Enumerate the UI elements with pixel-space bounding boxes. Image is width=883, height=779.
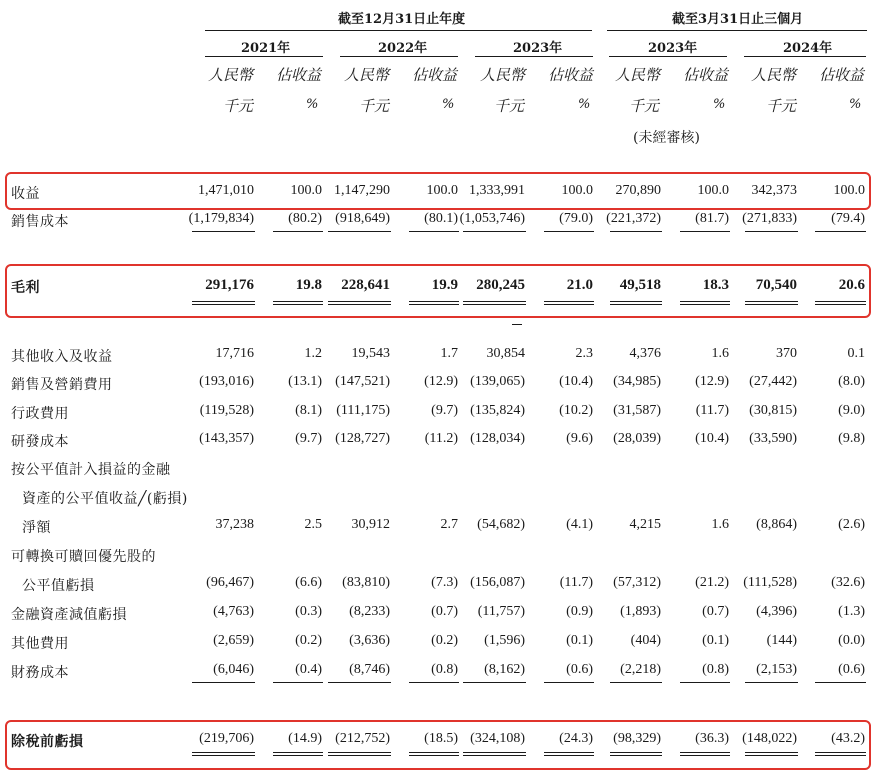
table-cell: 18.3 <box>702 277 729 293</box>
column-rule <box>680 304 730 305</box>
table-cell: (4,396) <box>756 604 797 619</box>
column-rule <box>815 752 866 753</box>
table-cell: (156,087) <box>470 575 525 590</box>
table-cell: 291,176 <box>205 277 254 293</box>
table-cell: 30,854 <box>486 346 525 361</box>
unit-percent: % <box>442 97 455 112</box>
column-rule <box>680 682 730 683</box>
table-cell: 100.0 <box>426 183 458 198</box>
column-rule <box>815 304 866 305</box>
table-cell: (0.3) <box>295 604 322 619</box>
table-cell: (28,039) <box>613 431 661 446</box>
table-cell: (21.2) <box>695 575 729 590</box>
separator-dash <box>512 324 522 325</box>
row-label-other-income: 其他收入及收益 <box>11 349 113 365</box>
table-cell: (119,528) <box>199 403 254 418</box>
table-cell: (11.2) <box>424 431 458 446</box>
table-cell: (31,587) <box>613 403 661 418</box>
column-rule <box>745 755 798 756</box>
table-cell: (8.0) <box>838 374 865 389</box>
table-cell: (135,824) <box>470 403 525 418</box>
column-rule <box>610 755 662 756</box>
unit-pct: 佔收益 <box>412 66 458 84</box>
table-cell: (9.6) <box>566 431 593 446</box>
table-cell: 4,215 <box>629 517 661 532</box>
table-cell: (0.1) <box>702 633 729 648</box>
table-cell: 1,147,290 <box>334 183 390 198</box>
column-rule <box>610 752 662 753</box>
table-cell: (27,442) <box>749 374 797 389</box>
row-label-finance-costs: 財務成本 <box>11 665 69 681</box>
table-cell: 370 <box>776 346 797 361</box>
table-cell: 19,543 <box>351 346 390 361</box>
table-cell: 100.0 <box>561 183 593 198</box>
column-rule <box>544 752 594 753</box>
table-cell: (139,065) <box>470 374 525 389</box>
column-rule <box>745 231 798 232</box>
table-cell: 20.6 <box>838 277 865 293</box>
table-cell: (12.9) <box>424 374 458 389</box>
unit-percent: % <box>849 97 862 112</box>
table-cell: (0.6) <box>566 662 593 677</box>
table-cell: (128,727) <box>335 431 390 446</box>
table-cell: 30,912 <box>351 517 390 532</box>
unit-pct: 佔收益 <box>683 66 729 84</box>
year-underline <box>205 56 323 57</box>
column-rule <box>544 682 594 683</box>
table-cell: 1.7 <box>440 346 458 361</box>
table-cell: (11.7) <box>695 403 729 418</box>
unit-pct: 佔收益 <box>819 66 865 84</box>
table-cell: (8,746) <box>349 662 390 677</box>
table-cell: (4.1) <box>566 517 593 532</box>
column-rule <box>409 682 459 683</box>
table-cell: (8,864) <box>756 517 797 532</box>
column-rule <box>463 301 526 302</box>
column-rule <box>328 755 391 756</box>
year-underline <box>340 56 458 57</box>
column-rule <box>192 304 255 305</box>
column-rule <box>745 752 798 753</box>
table-cell: (8,233) <box>349 604 390 619</box>
year-underline <box>475 56 593 57</box>
table-cell: (30,815) <box>749 403 797 418</box>
year-underline <box>744 56 866 57</box>
column-rule <box>815 682 866 683</box>
column-rule <box>745 682 798 683</box>
table-cell: (0.8) <box>431 662 458 677</box>
column-rule <box>328 752 391 753</box>
unit-rmb: 人民幣 <box>344 66 390 84</box>
table-cell: (0.2) <box>295 633 322 648</box>
row-label-convertible-2: 公平值虧損 <box>22 578 95 594</box>
table-cell: 280,245 <box>476 277 525 293</box>
table-cell: 1,471,010 <box>198 183 254 198</box>
unit-pct: 佔收益 <box>276 66 322 84</box>
unit-rmb: 人民幣 <box>208 66 254 84</box>
row-label-rd-costs: 研發成本 <box>11 434 69 450</box>
table-cell: (12.9) <box>695 374 729 389</box>
column-rule <box>328 304 391 305</box>
column-rule <box>273 231 323 232</box>
unit-rmb: 人民幣 <box>751 66 797 84</box>
table-cell: 19.8 <box>295 277 322 293</box>
column-rule <box>192 682 255 683</box>
year-header-2021: 2021年 <box>241 41 291 56</box>
column-rule <box>273 682 323 683</box>
table-cell: (57,312) <box>613 575 661 590</box>
table-cell: (1,893) <box>620 604 661 619</box>
column-rule <box>273 301 323 302</box>
column-rule <box>680 231 730 232</box>
table-cell: (111,175) <box>336 403 390 418</box>
table-cell: (10.4) <box>559 374 593 389</box>
table-cell: (148,022) <box>742 731 797 746</box>
column-rule <box>463 755 526 756</box>
year-underline <box>609 56 727 57</box>
table-cell: (24.3) <box>559 731 593 746</box>
row-label-gross-profit: 毛利 <box>11 280 40 296</box>
header-group-quarters: 截至3月31日止三個月 <box>672 12 804 27</box>
row-label-admin-expenses: 行政費用 <box>11 406 69 422</box>
table-cell: 37,238 <box>215 517 254 532</box>
table-cell: (9.0) <box>838 403 865 418</box>
unit-thousand: 千元 <box>629 97 660 115</box>
column-rule <box>463 752 526 753</box>
column-rule <box>610 301 662 302</box>
column-rule <box>610 231 662 232</box>
table-cell: (33,590) <box>749 431 797 446</box>
column-rule <box>273 752 323 753</box>
year-header-2022: 2022年 <box>378 41 428 56</box>
table-cell: (8,162) <box>484 662 525 677</box>
column-rule <box>815 301 866 302</box>
table-cell: (918,649) <box>335 211 390 226</box>
table-cell: (193,016) <box>199 374 254 389</box>
table-cell: 4,376 <box>629 346 661 361</box>
table-cell: (79.4) <box>831 211 865 226</box>
table-cell: (83,810) <box>342 575 390 590</box>
unit-thousand: 千元 <box>494 97 525 115</box>
unit-thousand: 千元 <box>359 97 390 115</box>
table-cell: (36.3) <box>695 731 729 746</box>
unit-percent: % <box>578 97 591 112</box>
table-cell: (9.8) <box>838 431 865 446</box>
column-rule <box>815 231 866 232</box>
table-cell: (9.7) <box>431 403 458 418</box>
table-cell: (34,985) <box>613 374 661 389</box>
table-cell: (96,467) <box>206 575 254 590</box>
row-label-revenue: 收益 <box>11 186 40 202</box>
table-cell: (8.1) <box>295 403 322 418</box>
table-cell: (0.7) <box>431 604 458 619</box>
column-rule <box>544 755 594 756</box>
column-rule <box>192 301 255 302</box>
table-cell: (147,521) <box>335 374 390 389</box>
row-label-convertible-1: 可轉換可贖回優先股的 <box>11 549 156 565</box>
table-cell: 19.9 <box>431 277 458 293</box>
column-rule <box>610 304 662 305</box>
table-cell: 100.0 <box>833 183 865 198</box>
table-cell: (79.0) <box>559 211 593 226</box>
row-label-fv-financial-assets-1: 按公平值計入損益的金融 <box>11 462 171 478</box>
row-label-fv-financial-assets-3: 淨額 <box>22 520 51 536</box>
column-rule <box>328 231 391 232</box>
column-rule <box>409 755 459 756</box>
header-underline-years <box>205 30 592 31</box>
table-cell: 2.3 <box>575 346 593 361</box>
table-cell: (144) <box>766 633 797 648</box>
table-cell: (32.6) <box>831 575 865 590</box>
table-cell: (0.0) <box>838 633 865 648</box>
table-cell: (324,108) <box>470 731 525 746</box>
table-cell: (80.1) <box>424 211 458 226</box>
table-cell: 1.2 <box>304 346 322 361</box>
table-cell: (404) <box>630 633 661 648</box>
unit-thousand: 千元 <box>223 97 254 115</box>
row-label-fv-financial-assets-2: 資產的公平值收益╱(虧損) <box>22 491 188 507</box>
unit-percent: % <box>713 97 726 112</box>
table-cell: 49,518 <box>619 277 661 293</box>
header-group-years: 截至12月31日止年度 <box>338 12 466 27</box>
column-rule <box>409 752 459 753</box>
unit-rmb: 人民幣 <box>615 66 661 84</box>
column-rule <box>610 682 662 683</box>
table-cell: (7.3) <box>431 575 458 590</box>
table-cell: 1,333,991 <box>469 183 525 198</box>
row-label-loss-before-tax: 除稅前虧損 <box>11 734 84 750</box>
table-cell: 70,540 <box>755 277 797 293</box>
table-cell: (3,636) <box>349 633 390 648</box>
table-cell: (18.5) <box>424 731 458 746</box>
table-cell: (0.9) <box>566 604 593 619</box>
table-cell: (1.3) <box>838 604 865 619</box>
table-cell: (80.2) <box>288 211 322 226</box>
table-cell: (219,706) <box>199 731 254 746</box>
unit-rmb: 人民幣 <box>480 66 526 84</box>
table-cell: 0.1 <box>847 346 865 361</box>
column-rule <box>409 301 459 302</box>
column-rule <box>544 301 594 302</box>
table-cell: (4,763) <box>213 604 254 619</box>
table-cell: (43.2) <box>831 731 865 746</box>
table-cell: 17,716 <box>215 346 254 361</box>
table-cell: (10.4) <box>695 431 729 446</box>
table-cell: (9.7) <box>295 431 322 446</box>
table-cell: (98,329) <box>613 731 661 746</box>
column-rule <box>680 752 730 753</box>
table-cell: 342,373 <box>751 183 797 198</box>
table-cell: (0.7) <box>702 604 729 619</box>
table-cell: (11,757) <box>477 604 525 619</box>
table-cell: (11.7) <box>559 575 593 590</box>
row-label-other-expenses: 其他費用 <box>11 636 69 652</box>
table-cell: (1,053,746) <box>459 211 525 226</box>
table-cell: (10.2) <box>559 403 593 418</box>
table-cell: (212,752) <box>335 731 390 746</box>
table-cell: (0.2) <box>431 633 458 648</box>
row-label-impairment: 金融資產減值虧損 <box>11 607 127 623</box>
table-cell: (14.9) <box>288 731 322 746</box>
table-cell: (1,596) <box>484 633 525 648</box>
column-rule <box>745 304 798 305</box>
unit-thousand: 千元 <box>766 97 797 115</box>
table-cell: (2.6) <box>838 517 865 532</box>
table-cell: 100.0 <box>697 183 729 198</box>
table-cell: (1,179,834) <box>188 211 254 226</box>
table-cell: 2.7 <box>440 517 458 532</box>
table-cell: (0.8) <box>702 662 729 677</box>
column-rule <box>463 682 526 683</box>
column-rule <box>463 304 526 305</box>
table-cell: (128,034) <box>470 431 525 446</box>
column-rule <box>192 231 255 232</box>
table-cell: (221,372) <box>606 211 661 226</box>
column-rule <box>680 755 730 756</box>
table-cell: 2.5 <box>304 517 322 532</box>
table-cell: (6.6) <box>295 575 322 590</box>
table-cell: (6,046) <box>213 662 254 677</box>
table-cell: (0.6) <box>838 662 865 677</box>
unit-percent: % <box>306 97 319 112</box>
unaudited-note: (未經審核) <box>633 130 700 146</box>
table-cell: (111,528) <box>743 575 797 590</box>
table-cell: 21.0 <box>566 277 593 293</box>
table-cell: (2,659) <box>213 633 254 648</box>
table-cell: (271,833) <box>742 211 797 226</box>
table-cell: 1.6 <box>711 346 729 361</box>
column-rule <box>463 231 526 232</box>
column-rule <box>328 301 391 302</box>
column-rule <box>273 755 323 756</box>
table-cell: 228,641 <box>341 277 390 293</box>
row-label-selling-expenses: 銷售及營銷費用 <box>11 377 113 393</box>
column-rule <box>544 304 594 305</box>
table-cell: 1.6 <box>711 517 729 532</box>
column-rule <box>409 304 459 305</box>
column-rule <box>745 301 798 302</box>
header-underline-quarters <box>607 30 867 31</box>
unit-pct: 佔收益 <box>548 66 594 84</box>
row-label-cost-of-sales: 銷售成本 <box>11 214 69 230</box>
column-rule <box>328 682 391 683</box>
column-rule <box>192 755 255 756</box>
column-rule <box>544 231 594 232</box>
year-header-2023: 2023年 <box>513 41 563 56</box>
column-rule <box>192 752 255 753</box>
table-cell: (0.1) <box>566 633 593 648</box>
table-cell: 270,890 <box>615 183 661 198</box>
column-rule <box>409 231 459 232</box>
table-cell: (54,682) <box>477 517 525 532</box>
column-rule <box>273 304 323 305</box>
table-cell: (2,153) <box>756 662 797 677</box>
year-header-2024-q: 2024年 <box>783 41 833 56</box>
table-cell: (13.1) <box>288 374 322 389</box>
year-header-2023-q: 2023年 <box>648 41 698 56</box>
table-cell: (143,357) <box>199 431 254 446</box>
table-cell: (81.7) <box>695 211 729 226</box>
table-cell: 100.0 <box>290 183 322 198</box>
column-rule <box>680 301 730 302</box>
table-cell: (0.4) <box>295 662 322 677</box>
table-cell: (2,218) <box>620 662 661 677</box>
column-rule <box>815 755 866 756</box>
